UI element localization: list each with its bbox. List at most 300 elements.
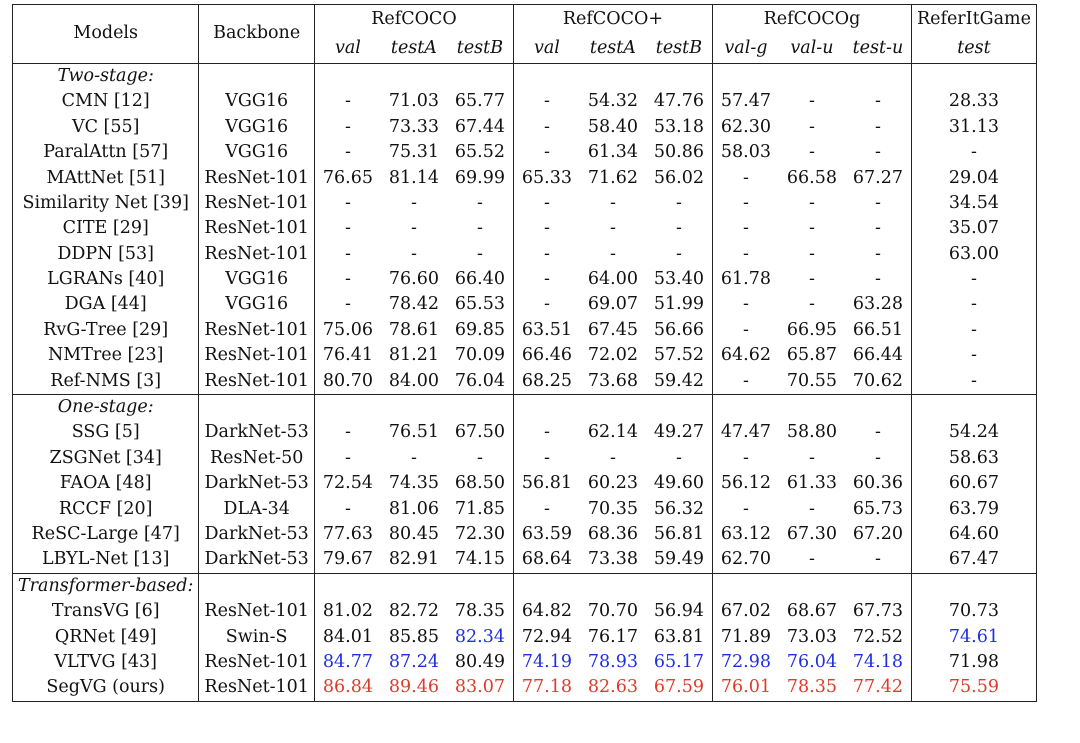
model-name: RCCF [20] [13, 497, 199, 522]
metric-cell: - [808, 91, 815, 112]
metric-cell: 65.87 [786, 345, 837, 366]
metric-cell: - [410, 192, 417, 213]
metric-cell: - [742, 294, 749, 315]
model-name: DGA [44] [13, 293, 199, 318]
backbone-name: DarkNet-53 [199, 420, 315, 445]
section-spacer [646, 64, 713, 90]
metric-cell: - [344, 294, 351, 315]
table-row [13, 140, 1037, 165]
metric-cell: 68.25 [521, 370, 572, 391]
table-row [13, 293, 1037, 318]
metric-cell: 77.63 [322, 523, 373, 544]
metric-cell: - [543, 142, 550, 163]
metric-cell: 67.20 [845, 522, 912, 547]
section-spacer [646, 395, 713, 421]
metric-cell: - [344, 116, 351, 137]
metric-cell: 56.12 [720, 473, 771, 494]
results-table-wrapper [12, 4, 1037, 702]
metric-cell: 66.95 [786, 319, 837, 340]
metric-cell: 82.72 [388, 601, 439, 622]
metric-cell: - [808, 243, 815, 264]
backbone-name: ResNet-101 [199, 242, 315, 267]
metric-cell: 63.59 [521, 523, 572, 544]
metric-cell: 69.99 [447, 166, 514, 191]
metric-cell: 61.34 [587, 142, 638, 163]
metric-cell: - [646, 242, 713, 267]
metric-cell: 56.94 [646, 599, 713, 624]
metric-cell: 81.02 [322, 601, 373, 622]
results-table [12, 4, 1037, 702]
table-row [13, 166, 1037, 191]
metric-cell: - [543, 422, 550, 443]
metric-cell: - [742, 243, 749, 264]
metric-cell: 59.42 [646, 369, 713, 395]
metric-cell: 65.33 [521, 167, 572, 188]
backbone-name: VGG16 [199, 89, 315, 114]
metric-cell: 76.01 [712, 675, 779, 701]
metric-cell: 63.51 [521, 319, 572, 340]
metric-cell: - [543, 294, 550, 315]
metric-cell: 64.82 [521, 601, 572, 622]
table-row [13, 547, 1037, 573]
section-spacer [513, 395, 580, 421]
table-header [13, 5, 1037, 64]
metric-cell: 67.02 [720, 601, 771, 622]
metric-cell: - [543, 243, 550, 264]
metric-cell: 70.70 [587, 601, 638, 622]
metric-cell: - [742, 167, 749, 188]
model-name: SSG [5] [13, 420, 199, 445]
metric-cell: 47.76 [646, 89, 713, 114]
metric-cell: - [410, 243, 417, 264]
metric-cell: - [543, 192, 550, 213]
metric-cell: 80.45 [388, 523, 439, 544]
section-spacer [845, 395, 912, 421]
metric-cell: - [845, 267, 912, 292]
section-spacer [911, 64, 1036, 90]
section-title: One-stage: [13, 395, 199, 421]
metric-cell: 28.33 [911, 89, 1036, 114]
section-spacer [199, 64, 315, 90]
metric-cell: - [344, 91, 351, 112]
metric-cell: 84.00 [388, 370, 439, 391]
model-name: ReSC-Large [47] [13, 522, 199, 547]
section-spacer [447, 64, 514, 90]
backbone-name: ResNet-101 [199, 599, 315, 624]
metric-cell: 70.73 [911, 599, 1036, 624]
table-row [13, 650, 1037, 675]
metric-cell: 84.77 [322, 651, 373, 672]
table-row [13, 675, 1037, 701]
metric-cell: 62.14 [587, 422, 638, 443]
metric-cell: - [742, 447, 749, 468]
model-name: ZSGNet [34] [13, 446, 199, 471]
metric-cell: 65.73 [845, 497, 912, 522]
metric-cell: 49.27 [646, 420, 713, 445]
metric-cell: - [808, 498, 815, 519]
metric-cell: 56.32 [646, 497, 713, 522]
metric-cell: 69.07 [587, 294, 638, 315]
metric-cell: - [344, 269, 351, 290]
backbone-name: VGG16 [199, 267, 315, 292]
model-name: Similarity Net [39] [13, 191, 199, 216]
backbone-header: Backbone [199, 5, 315, 64]
metric-cell: 74.35 [388, 473, 439, 494]
metric-cell: - [646, 446, 713, 471]
backbone-name: ResNet-101 [199, 318, 315, 343]
metric-cell: 74.18 [845, 650, 912, 675]
metric-cell: 73.68 [587, 370, 638, 391]
section-row [13, 573, 1037, 599]
section-spacer [779, 64, 845, 90]
metric-cell: 78.61 [388, 319, 439, 340]
metric-cell: 70.35 [587, 498, 638, 519]
metric-cell: - [344, 243, 351, 264]
metric-cell: 68.67 [786, 601, 837, 622]
metric-cell: - [447, 191, 514, 216]
metric-cell: 54.32 [587, 91, 638, 112]
metric-cell: - [543, 116, 550, 137]
section-spacer [314, 64, 381, 90]
metric-cell: 73.33 [388, 116, 439, 137]
model-name: SegVG (ours) [13, 675, 199, 701]
model-name: ParalAttn [57] [13, 140, 199, 165]
metric-cell: 78.42 [388, 294, 439, 315]
metric-cell: 79.67 [322, 549, 373, 570]
section-row [13, 64, 1037, 90]
metric-cell: 78.35 [447, 599, 514, 624]
split-header: val [314, 34, 381, 64]
metric-cell: 68.50 [447, 471, 514, 496]
model-name: Ref-NMS [3] [13, 369, 199, 395]
metric-cell: - [543, 498, 550, 519]
metric-cell: - [609, 218, 616, 239]
model-name: NMTree [23] [13, 343, 199, 368]
backbone-name: DarkNet-53 [199, 547, 315, 573]
split-header: testB [447, 34, 514, 64]
metric-cell: 77.42 [845, 675, 912, 701]
section-spacer [779, 395, 845, 421]
metric-cell: 86.84 [314, 675, 381, 701]
backbone-name: ResNet-101 [199, 369, 315, 395]
metric-cell: - [808, 549, 815, 570]
backbone-name: VGG16 [199, 293, 315, 318]
model-name: DDPN [53] [13, 242, 199, 267]
metric-cell: 66.51 [845, 318, 912, 343]
metric-cell: 64.60 [911, 522, 1036, 547]
model-name: MAttNet [51] [13, 166, 199, 191]
metric-cell: 70.09 [447, 343, 514, 368]
section-spacer [381, 573, 447, 599]
metric-cell: 63.28 [845, 293, 912, 318]
metric-cell: - [808, 218, 815, 239]
metric-cell: 47.47 [720, 422, 771, 443]
metric-cell: 61.78 [720, 269, 771, 290]
metric-cell: - [344, 422, 351, 443]
metric-cell: - [911, 343, 1036, 368]
metric-cell: 81.14 [388, 167, 439, 188]
model-name: LGRANs [40] [13, 267, 199, 292]
metric-cell: 53.18 [646, 115, 713, 140]
backbone-name: ResNet-50 [199, 446, 315, 471]
metric-cell: 57.47 [720, 91, 771, 112]
section-spacer [199, 573, 315, 599]
backbone-name: DLA-34 [199, 497, 315, 522]
metric-cell: 72.98 [720, 651, 771, 672]
metric-cell: - [543, 269, 550, 290]
metric-cell: 58.80 [786, 422, 837, 443]
section-spacer [447, 573, 514, 599]
metric-cell: 76.51 [388, 422, 439, 443]
metric-cell: - [845, 89, 912, 114]
metric-cell: 72.02 [587, 345, 638, 366]
metric-cell: - [911, 318, 1036, 343]
metric-cell: 75.06 [322, 319, 373, 340]
metric-cell: 65.53 [447, 293, 514, 318]
metric-cell: 62.30 [720, 116, 771, 137]
metric-cell: 74.15 [447, 547, 514, 573]
metric-cell: - [742, 498, 749, 519]
metric-cell: 67.44 [447, 115, 514, 140]
metric-cell: 74.61 [911, 625, 1036, 650]
model-name: CITE [29] [13, 216, 199, 241]
metric-cell: 63.00 [911, 242, 1036, 267]
backbone-name: ResNet-101 [199, 166, 315, 191]
metric-cell: 87.24 [388, 651, 439, 672]
metric-cell: 82.91 [388, 549, 439, 570]
metric-cell: 72.54 [322, 473, 373, 494]
metric-cell: 50.86 [646, 140, 713, 165]
backbone-name: ResNet-101 [199, 650, 315, 675]
split-header: val-u [779, 34, 845, 64]
metric-cell: - [609, 447, 616, 468]
metric-cell: - [344, 142, 351, 163]
metric-cell: 56.81 [646, 522, 713, 547]
referitgame-header: ReferItGame [911, 5, 1036, 35]
table-row [13, 216, 1037, 241]
metric-cell: 72.52 [845, 625, 912, 650]
metric-cell: - [410, 447, 417, 468]
metric-cell: - [742, 319, 749, 340]
metric-cell: 72.30 [447, 522, 514, 547]
metric-cell: 77.18 [513, 675, 580, 701]
metric-cell: - [808, 192, 815, 213]
metric-cell: 76.04 [786, 651, 837, 672]
metric-cell: - [808, 116, 815, 137]
metric-cell: 76.17 [587, 626, 638, 647]
section-spacer [712, 395, 779, 421]
section-title: Transformer-based: [13, 573, 199, 599]
metric-cell: 49.60 [646, 471, 713, 496]
section-spacer [712, 573, 779, 599]
model-name: CMN [12] [13, 89, 199, 114]
model-name: FAOA [48] [13, 471, 199, 496]
metric-cell: - [845, 216, 912, 241]
section-spacer [911, 395, 1036, 421]
table-row [13, 343, 1037, 368]
metric-cell: 66.46 [521, 345, 572, 366]
section-spacer [712, 64, 779, 90]
section-spacer [580, 573, 646, 599]
section-spacer [646, 573, 713, 599]
metric-cell: 76.60 [388, 269, 439, 290]
metric-cell: 60.36 [845, 471, 912, 496]
metric-cell: - [447, 242, 514, 267]
metric-cell: - [911, 140, 1036, 165]
section-spacer [580, 395, 646, 421]
metric-cell: 67.50 [447, 420, 514, 445]
section-spacer [911, 573, 1036, 599]
metric-cell: 56.02 [646, 166, 713, 191]
metric-cell: 74.19 [521, 651, 572, 672]
metric-cell: 66.44 [845, 343, 912, 368]
metric-cell: 85.85 [388, 626, 439, 647]
metric-cell: 78.93 [587, 651, 638, 672]
metric-cell: - [543, 218, 550, 239]
table-row [13, 497, 1037, 522]
metric-cell: 57.52 [646, 343, 713, 368]
model-name: VLTVG [43] [13, 650, 199, 675]
metric-cell: 34.54 [911, 191, 1036, 216]
metric-cell: 73.38 [587, 549, 638, 570]
metric-cell: - [447, 446, 514, 471]
metric-cell: 60.23 [587, 473, 638, 494]
metric-cell: 60.67 [911, 471, 1036, 496]
metric-cell: 78.35 [779, 675, 845, 701]
split-header: val [513, 34, 580, 64]
metric-cell: - [845, 547, 912, 573]
metric-cell: - [543, 91, 550, 112]
metric-cell: - [742, 370, 749, 391]
table-row [13, 191, 1037, 216]
metric-cell: 66.40 [447, 267, 514, 292]
metric-cell: - [646, 191, 713, 216]
table-row [13, 115, 1037, 140]
refcoco-header: RefCOCO [314, 5, 513, 35]
metric-cell: 70.55 [786, 370, 837, 391]
metric-cell: 62.70 [720, 549, 771, 570]
metric-cell: 29.04 [911, 166, 1036, 191]
backbone-name: DarkNet-53 [199, 522, 315, 547]
section-title: Two-stage: [13, 64, 199, 90]
metric-cell: - [911, 293, 1036, 318]
table-row [13, 420, 1037, 445]
section-row [13, 395, 1037, 421]
metric-cell: 59.49 [646, 547, 713, 573]
metric-cell: - [344, 192, 351, 213]
table-row [13, 369, 1037, 395]
section-spacer [381, 395, 447, 421]
backbone-name: ResNet-101 [199, 191, 315, 216]
metric-cell: 58.63 [911, 446, 1036, 471]
section-spacer [381, 64, 447, 90]
metric-cell: - [447, 216, 514, 241]
metric-cell: - [808, 447, 815, 468]
refcocog-header: RefCOCOg [712, 5, 911, 35]
split-header: test-u [845, 34, 912, 64]
section-spacer [199, 395, 315, 421]
metric-cell: 65.77 [447, 89, 514, 114]
metric-cell: - [344, 498, 351, 519]
metric-cell: 71.03 [388, 91, 439, 112]
backbone-name: Swin-S [199, 625, 315, 650]
metric-cell: 58.03 [720, 142, 771, 163]
metric-cell: 65.52 [447, 140, 514, 165]
table-body [13, 64, 1037, 702]
metric-cell: - [845, 191, 912, 216]
metric-cell: 56.81 [521, 473, 572, 494]
models-header: Models [13, 5, 199, 64]
metric-cell: - [344, 218, 351, 239]
metric-cell: - [808, 142, 815, 163]
metric-cell: - [609, 243, 616, 264]
table-row [13, 446, 1037, 471]
table-row [13, 625, 1037, 650]
metric-cell: - [845, 446, 912, 471]
metric-cell: 81.21 [388, 345, 439, 366]
metric-cell: 54.24 [911, 420, 1036, 445]
model-name: QRNet [49] [13, 625, 199, 650]
metric-cell: 68.64 [521, 549, 572, 570]
refcocoplus-header: RefCOCO+ [513, 5, 712, 35]
split-header: testB [646, 34, 713, 64]
metric-cell: 75.59 [911, 675, 1036, 701]
metric-cell: 63.12 [720, 523, 771, 544]
table-row [13, 599, 1037, 624]
section-spacer [314, 395, 381, 421]
model-name: TransVG [6] [13, 599, 199, 624]
table-row [13, 471, 1037, 496]
backbone-name: VGG16 [199, 140, 315, 165]
metric-cell: 73.03 [786, 626, 837, 647]
metric-cell: 75.31 [388, 142, 439, 163]
metric-cell: 82.63 [580, 675, 646, 701]
backbone-name: VGG16 [199, 115, 315, 140]
metric-cell: - [845, 420, 912, 445]
split-header: testA [580, 34, 646, 64]
table-row [13, 89, 1037, 114]
metric-cell: 71.85 [447, 497, 514, 522]
split-header: testA [381, 34, 447, 64]
metric-cell: - [344, 447, 351, 468]
metric-cell: 76.65 [322, 167, 373, 188]
metric-cell: 65.17 [646, 650, 713, 675]
section-spacer [314, 573, 381, 599]
table-row [13, 267, 1037, 292]
backbone-name: ResNet-101 [199, 343, 315, 368]
metric-cell: 84.01 [322, 626, 373, 647]
metric-cell: - [742, 192, 749, 213]
metric-cell: 71.98 [911, 650, 1036, 675]
model-name: VC [55] [13, 115, 199, 140]
metric-cell: 70.62 [845, 369, 912, 395]
metric-cell: 67.30 [786, 523, 837, 544]
metric-cell: 31.13 [911, 115, 1036, 140]
metric-cell: - [609, 192, 616, 213]
metric-cell: - [646, 216, 713, 241]
metric-cell: 68.36 [587, 523, 638, 544]
table-row [13, 318, 1037, 343]
table-row [13, 522, 1037, 547]
metric-cell: - [808, 269, 815, 290]
metric-cell: - [911, 369, 1036, 395]
metric-cell: 61.33 [786, 473, 837, 494]
metric-cell: 53.40 [646, 267, 713, 292]
metric-cell: - [410, 218, 417, 239]
metric-cell: 67.45 [587, 319, 638, 340]
metric-cell: - [845, 242, 912, 267]
section-spacer [779, 573, 845, 599]
